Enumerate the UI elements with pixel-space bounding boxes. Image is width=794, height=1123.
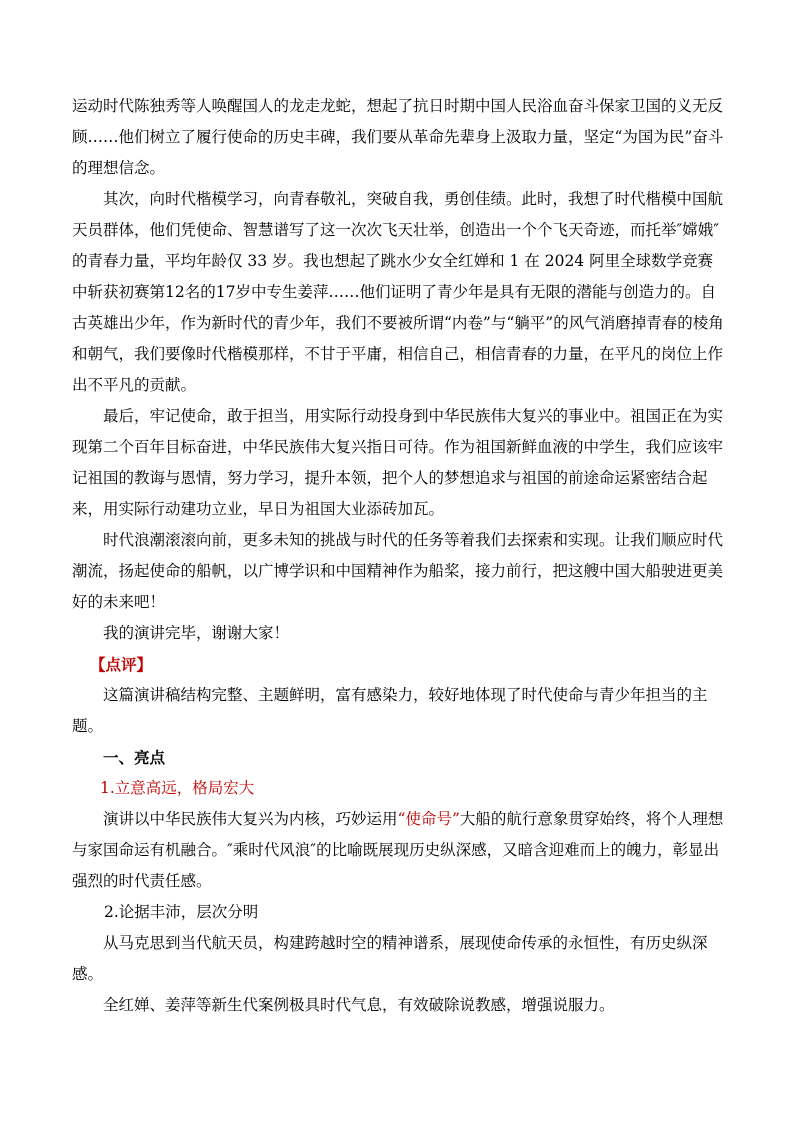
review-heading: 【点评】: [90, 655, 153, 674]
document-page: [72, 91, 724, 1021]
point1-body-before: 演讲以中华民族伟大复兴为内核，巧妙运用: [103, 810, 398, 828]
speech-paragraph-continuation: 运动时代陈独秀等人唤醒国人的龙走龙蛇，想起了抗日时期中国人民浴血奋斗保家卫国的义无反顾……他们树立了履行使命的历史丰碑，我们要从革命先辈身上汲取力量，坚定“为国为民”奋斗的理想信念。: [72, 97, 724, 177]
speech-paragraph-third-point: 最后，牢记使命，敢于担当，用实际行动投身到中华民族伟大复兴的事业中。祖国正在为实现第二个百年目标奋进，中华民族伟大复兴指日可待。作为祖国新鲜血液的中学生，我们应该牢记祖国的教诲与恩情，努力学习，提升本领，把个人的梦想追求与祖国的前途命运紧密结合起来，用实际行动建功立业，早日为祖国大业添砖加瓦。: [72, 407, 724, 518]
point1-heading: 1.立意高远，格局宏大: [100, 779, 255, 797]
speech-paragraph-conclusion: 时代浪潮滚滚向前，更多未知的挑战与时代的任务等着我们去探索和实现。让我们顺应时代潮流，扬起使命的船帆，以广博学识和中国精神作为船桨，接力前行，把这艘中国大船驶进更美好的未来吧！: [72, 531, 724, 611]
point1-body-after: 大船的航行意象贯穿始终，将个人理想与家国命运有机融合。″乘时代风浪″的比喻既展现历史纵深感，又暗含迎难而上的魄力，彰显出强烈的时代责任感。: [72, 810, 724, 890]
point1-body-highlight: “使命号”: [397, 810, 460, 828]
review-summary: 这篇演讲稿结构完整、主题鲜明，富有感染力，较好地体现了时代使命与青少年担当的主题。: [72, 686, 708, 735]
point2-body-2: 全红婵、姜萍等新生代案例极具时代气息，有效破除说教感，增强说服力。: [103, 996, 615, 1014]
highlights-heading: 一、亮点: [103, 748, 166, 767]
point1-body: [72, 804, 724, 897]
point2-heading: 2.论据丰沛，层次分明: [104, 903, 259, 921]
speech-paragraph-second-point: 其次，向时代楷模学习，向青春敬礼，突破自我，勇创佳绩。此时，我想了时代楷模中国航天员群体，他们凭使命、智慧谱写了这一次次飞天壮举，创造出一个个飞天奇迹，而托举″嫦娥″的青春力量，平均年龄仅 33 岁。我也想起了跳水少女全红婵和 1 在 2024 阿里全球数学竞赛中斩获初赛第12名的17岁中专生姜萍……他们证明了青少年是具有无限的潜能与创造力的。自古英雄出少年，作为新时代的青少年，我们不要被所谓“内卷”与“躺平”的风气消磨掉青春的棱角和朝气，我们要像时代楷模那样，不甘于平庸，相信自己，相信青春的力量，在平凡的岗位上作出不平凡的贡献。: [72, 190, 724, 394]
point2-body-1: 从马克思到当代航天员，构建跨越时空的精神谱系，展现使命传承的永恒性，有历史纵深感。: [72, 934, 708, 983]
speech-closing-line: 我的演讲完毕，谢谢大家！: [103, 624, 290, 642]
